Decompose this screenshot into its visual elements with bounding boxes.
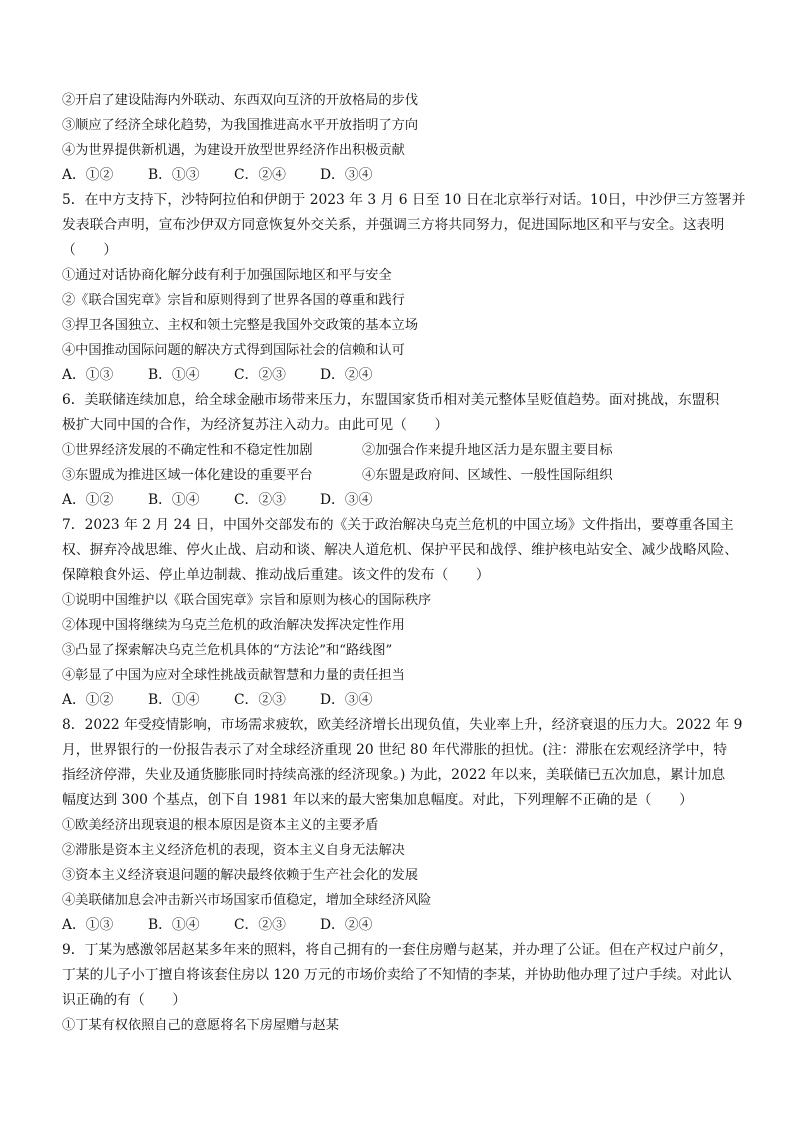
statement: ③东盟成为推进区域一体化建设的重要平台 [62,468,313,483]
exam-page [62,88,752,1038]
question-5 [62,188,752,388]
question-stem: 保障粮食外运、停止单边制裁、推动战后重建。该文件的发布（ ） [62,567,490,583]
option-b: B．①④ [148,492,200,508]
answer-options [62,688,752,713]
option-d: D．②④ [320,917,373,933]
question-stem: 识正确的有（ ） [62,992,187,1008]
statement: ②体现中国将继续为乌克兰危机的政治解决发挥决定性作用 [62,618,405,633]
question-stem: 极扩大同中国的合作，为经济复苏注入动力。由此可见（ ） [62,417,449,433]
statement: ④彰显了中国为应对全球性挑战贡献智慧和力量的责任担当 [62,668,405,683]
question-8 [62,713,752,938]
statement: ④美联储加息会冲击新兴市场国家币值稳定，增加全球经济风险 [62,893,432,908]
option-c: C．②③ [234,917,286,933]
question-stem: 9．丁某为感激邻居赵某多年来的照料，将自己拥有的一套住房赠与赵某，并办理了公证。但在产权过户前夕， [62,942,734,958]
option-a: A．①② [62,692,114,708]
answer-options [62,163,752,188]
question-stem: 5．在中方支持下，沙特阿拉伯和伊朗于 2023 年 3 月 6 日至 10 日在北京举行对话。10日，中沙伊三方签署并 [62,192,746,208]
statement: ③资本主义经济衰退问题的解决最终依赖于生产社会化的发展 [62,868,419,883]
answer-options [62,913,752,938]
statement: ①丁某有权依照自己的意愿将名下房屋赠与赵某 [62,1018,339,1033]
statement: ①通过对话协商化解分歧有利于加强国际地区和平与安全 [62,268,392,283]
statement: ③顺应了经济全球化趋势，为我国推进高水平开放指明了方向 [62,118,419,133]
option-d: D．②④ [320,367,373,383]
question-stem: 指经济停滞，失业及通货膨胀同时持续高涨的经济现象。) 为此，2022 年以来，美联储已五次加息，累计加息 [62,767,726,783]
option-a: A．①③ [62,917,114,933]
option-b: B．①④ [148,367,200,383]
option-a: A．①② [62,492,114,508]
question-6 [62,388,752,513]
statement: ②《联合国宪章》宗旨和原则得到了世界各国的尊重和践行 [62,293,405,308]
question-stem: 8．2022 年受疫情影响，市场需求疲软，欧美经济增长出现负值，失业率上升，经济衰退的压力大。2022 年 9 [62,717,743,733]
question-stem: （ ） [62,242,118,258]
answer-options [62,363,752,388]
question-stem: 月，世界银行的一份报告表示了对全球经济重现 20 世纪 80 年代滞胀的担忧。(注：滞胀在宏观经济学中，特 [62,742,728,758]
option-c: C．②③ [234,492,286,508]
statement: ②滞胀是资本主义经济危机的表现，资本主义自身无法解决 [62,843,405,858]
statement: ①欧美经济出现衰退的根本原因是资本主义的主要矛盾 [62,818,379,833]
question-stem: 权、摒弃冷战思维、停火止战、启动和谈、解决人道危机、保护平民和战俘、维护核电站安全、减少战略风险、 [62,542,739,558]
option-b: B．①④ [148,692,200,708]
question-9 [62,938,752,1038]
statement: ②开启了建设陆海内外联动、东西双向互济的开放格局的步伐 [62,93,419,108]
question-stem: 发表联合声明，宣布沙伊双方同意恢复外交关系，并强调三方将共同努力，促进国际地区和平与安全。这表明 [62,217,725,233]
statement: ①说明中国维护以《联合国宪章》宗旨和原则为核心的国际秩序 [62,593,432,608]
option-a: A．①② [62,167,114,183]
option-a: A．①③ [62,367,114,383]
question-7 [62,513,752,713]
answer-options [62,488,752,513]
statement: ④为世界提供新机遇，为建设开放型世界经济作出积极贡献 [62,143,405,158]
option-c: C．②③ [234,692,286,708]
option-b: B．①③ [148,167,200,183]
statement: ④东盟是政府间、区域性、一般性国际组织 [362,468,613,483]
question-stem: 6．美联储连续加息，给全球金融市场带来压力，东盟国家货币相对美元整体呈贬值趋势。面对挑战，东盟积 [62,392,720,408]
statement-pair [62,463,752,488]
option-b: B．①④ [148,917,200,933]
question-stem: 7．2023 年 2 月 24 日，中国外交部发布的《关于政治解决乌克兰危机的中国立场》文件指出，要尊重各国主 [62,517,734,533]
statement: ②加强合作来提升地区活力是东盟主要目标 [362,443,613,458]
question-stem: 丁某的儿子小丁擅自将该套住房以 120 万元的市场价卖给了不知情的李某，并协助他办理了过户手续。对此认 [62,967,732,983]
statement-pair [62,438,752,463]
statement: ③凸显了探索解决乌克兰危机具体的“方法论”和“路线图” [62,643,393,658]
statement: ③捍卫各国独立、主权和领土完整是我国外交政策的基本立场 [62,318,419,333]
option-c: C．②④ [234,167,286,183]
option-d: D．③④ [320,492,373,508]
statement: ①世界经济发展的不确定性和不稳定性加剧 [62,443,313,458]
question-stem: 幅度达到 300 个基点，创下自 1981 年以来的最大密集加息幅度。对此，下列理解不正确的是（ ） [62,792,693,808]
statement: ④中国推动国际问题的解决方式得到国际社会的信赖和认可 [62,343,405,358]
option-c: C．②③ [234,367,286,383]
option-d: D．③④ [320,167,373,183]
question-4-tail [62,88,752,188]
option-d: D．③④ [320,692,373,708]
